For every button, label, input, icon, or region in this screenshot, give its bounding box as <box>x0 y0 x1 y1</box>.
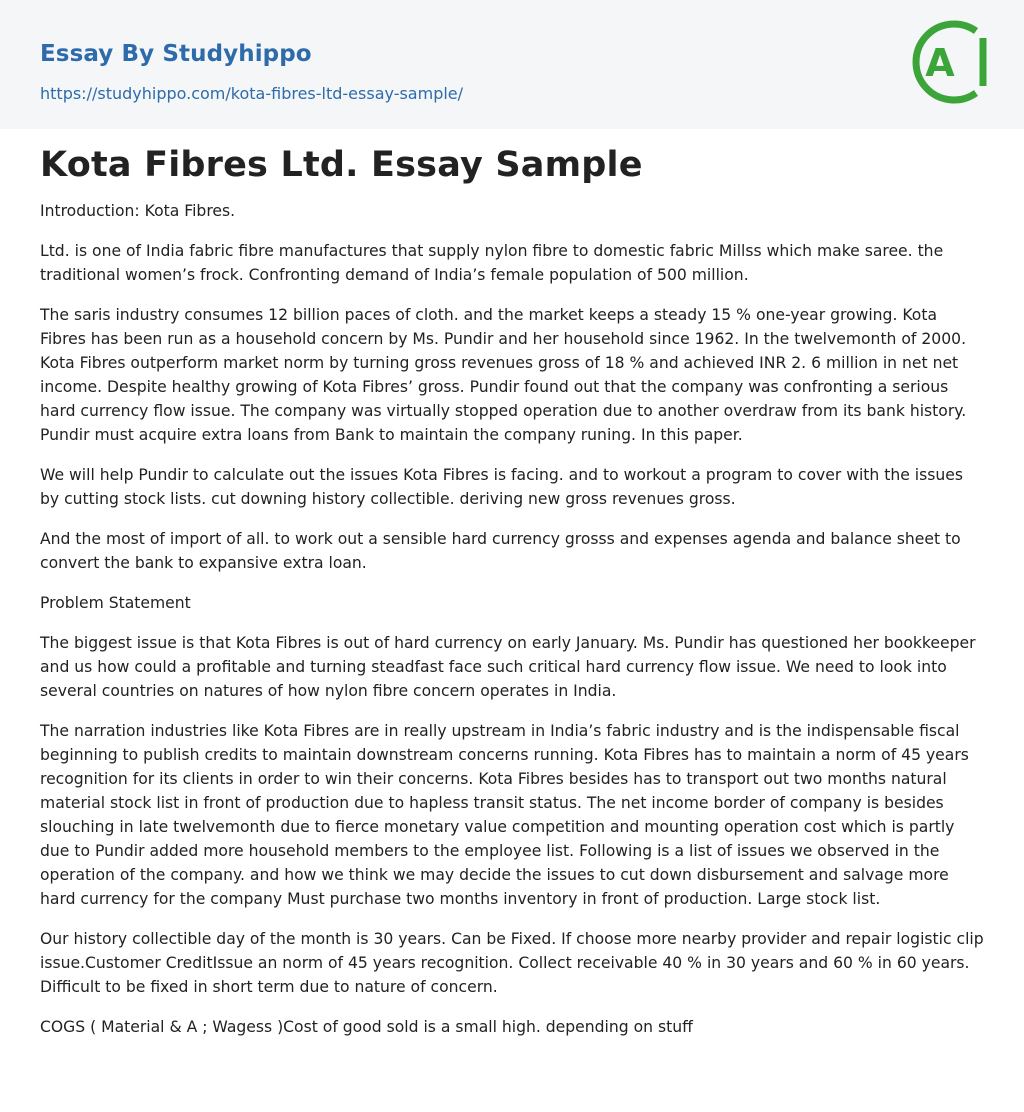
site-brand[interactable]: Essay By Studyhippo <box>40 41 312 67</box>
paragraph: The saris industry consumes 12 billion paces of cloth. and the market keeps a steady 15 % one-year growing. Kota Fibres has been run as a household concern by Ms. Pundir and her household since 1962. In the twelvemonth of 2000. Kota Fibres outperform market norm by turning gross revenues gross of 18 % and achieved INR 2. 6 million in net net income. Despite healthy growing of Kota Fibres’ gross. Pundir found out that the company was confronting a serious hard currency flow issue. The company was virtually stopped operation due to another overdraw from its bank history. Pundir must acquire extra loans from Bank to maintain the company runing. In this paper. <box>40 306 967 444</box>
article-body <box>40 199 987 1055</box>
paragraph: The narration industries like Kota Fibres are in really upstream in India’s fabric industry and is the indispensable fiscal beginning to publish credits to maintain downstream concerns running. Kota Fibres has to maintain a norm of 45 years recognition for its clients in order to win their concerns. Kota Fibres besides has to transport out two months natural material stock list in front of production due to hapless transit status. The net income border of company is besides slouching in late twelvemonth due to fierce monetary value competition and mounting operation cost which is partly due to Pundir added more household members to the employee list. Following is a list of issues we observed in the operation of the company. and how we think we may decide the issues to cut down disbursement and salvage more hard currency for the company Must purchase two months inventory in front of production. Large stock list. <box>40 722 969 908</box>
paragraph-intro: Introduction: Kota Fibres. <box>40 202 236 220</box>
paragraph: COGS ( Material & A ; Wagess )Cost of good sold is a small high. depending on stuff <box>40 1018 693 1036</box>
logo-letter: A <box>925 41 955 85</box>
paragraph: We will help Pundir to calculate out the issues Kota Fibres is facing. and to workout a program to cover with the issues by cutting stock lists. cut downing history collectible. deriving new gross revenues gross. <box>40 466 963 508</box>
paragraph: Ltd. is one of India fabric fibre manufactures that supply nylon fibre to domestic fabric Millss which make saree. the traditional women’s frock. Confronting demand of India’s female population of 500 million. <box>40 242 944 284</box>
paragraph: And the most of import of all. to work out a sensible hard currency grosss and expenses agenda and balance sheet to convert the bank to expansive extra loan. <box>40 530 961 572</box>
paragraph: The biggest issue is that Kota Fibres is out of hard currency on early January. Ms. Pundir has questioned her bookkeeper and us how could a profitable and turning steadfast face such critical hard currency flow issue. We need to look into several countries on natures of how nylon fibre concern operates in India. <box>40 634 976 700</box>
page-url-link[interactable]: https://studyhippo.com/kota-fibres-ltd-essay-sample/ <box>40 84 464 103</box>
paragraph: Our history collectible day of the month is 30 years. Can be Fixed. If choose more nearby provider and repair logistic clip issue.Customer CreditIssue an norm of 45 years recognition. Collect receivable 40 % in 30 years and 60 % in 60 years. Difficult to be fixed in short term due to nature of concern. <box>40 930 984 996</box>
studyhippo-logo-icon[interactable] <box>910 18 988 106</box>
page-title: Kota Fibres Ltd. Essay Sample <box>40 145 643 185</box>
section-heading-problem-statement: Problem Statement <box>40 594 191 612</box>
